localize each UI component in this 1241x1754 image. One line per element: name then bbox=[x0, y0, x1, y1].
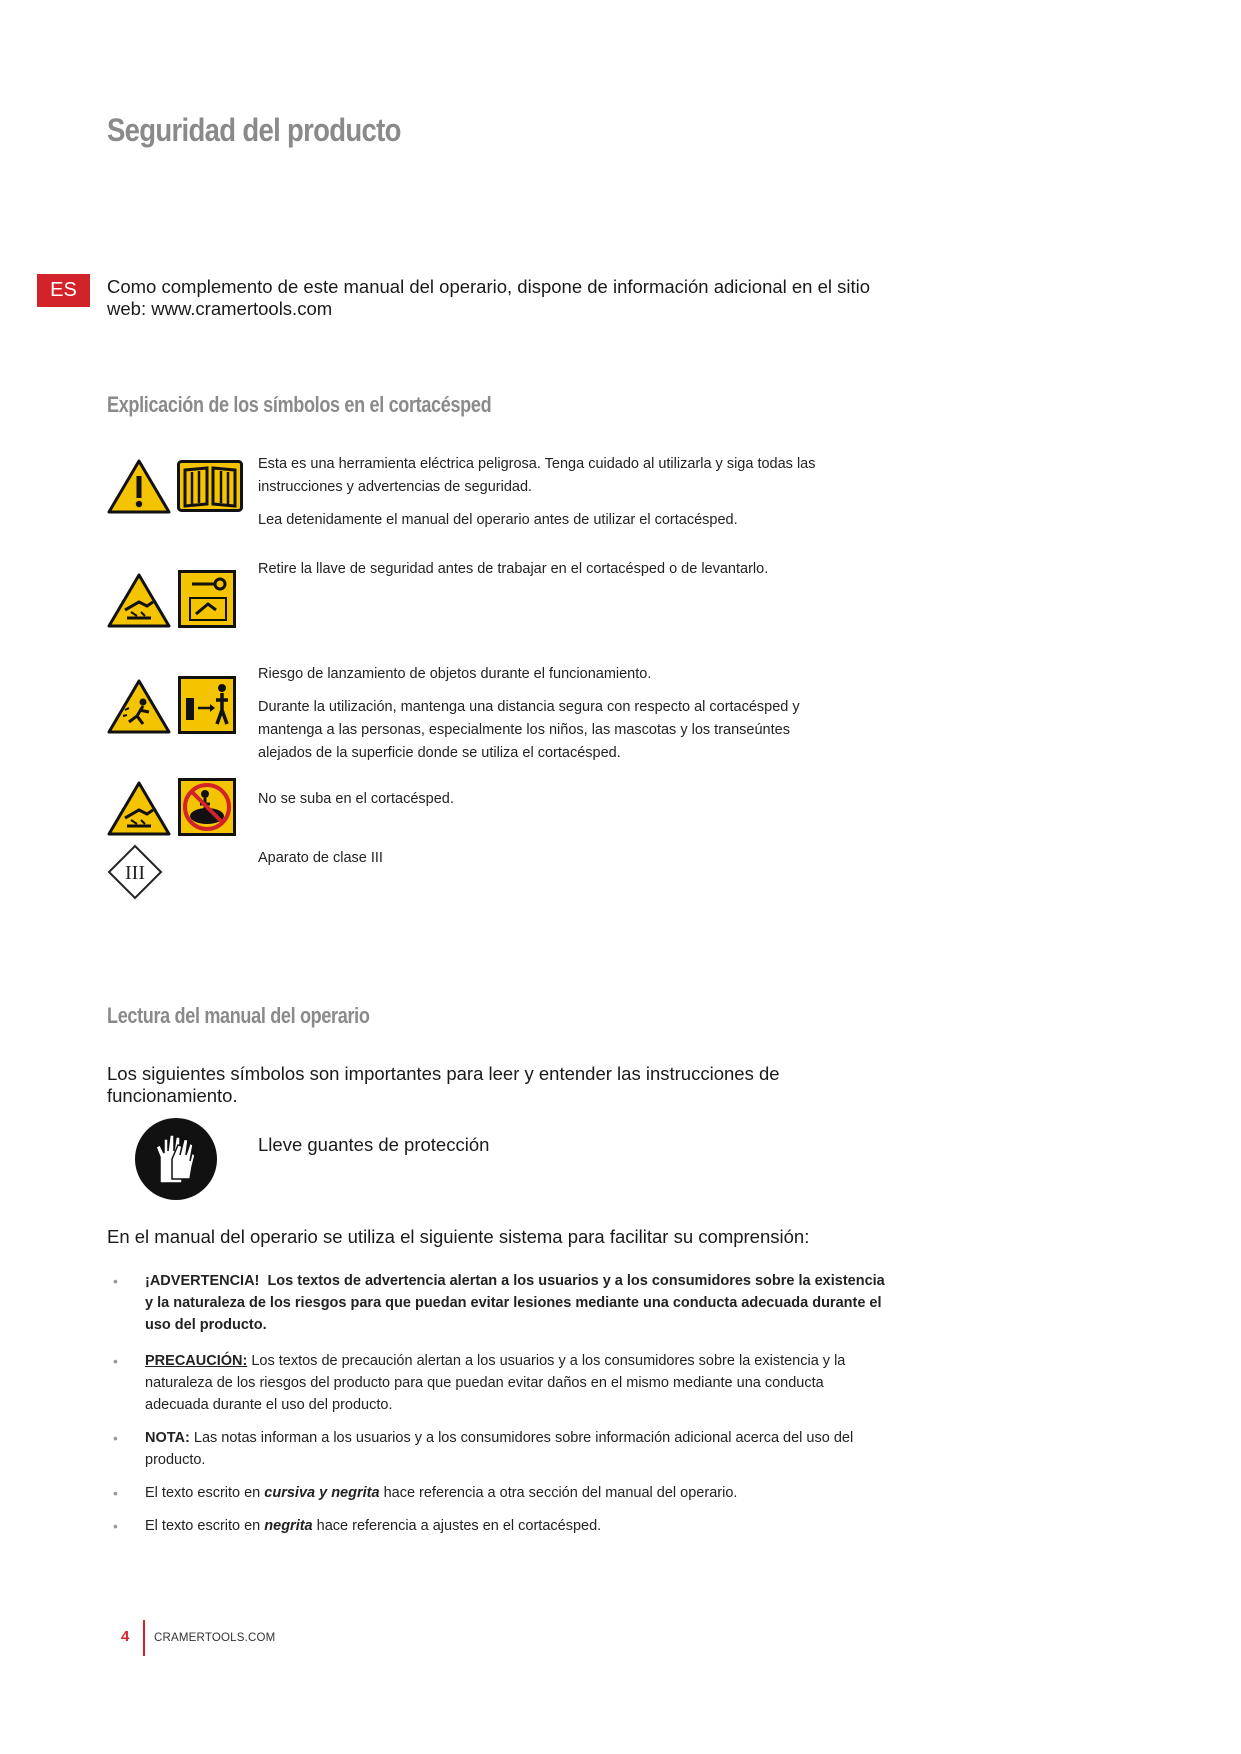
warning-triangle-icon bbox=[107, 458, 171, 514]
bold-post: hace referencia a ajustes en el cortacésped. bbox=[316, 1518, 602, 1534]
no-riding-icon bbox=[178, 778, 236, 836]
svg-text:III: III bbox=[125, 862, 145, 884]
italic-em: cursiva y negrita bbox=[264, 1485, 380, 1501]
blade-hazard-icon bbox=[107, 780, 171, 836]
read-manual-icon bbox=[177, 460, 243, 512]
manual-intro: Los siguientes símbolos son importantes para leer y entender las instrucciones de funcionamiento. bbox=[107, 1063, 780, 1106]
symbol-row-4-line-1: No se suba en el cortacésped. bbox=[258, 791, 454, 807]
warning-text: Los textos de advertencia alertan a los usuarios y a los consumidores sobre la existencia y la naturaleza de los riesgos para que puedan evitar lesiones mediante una conducta adecuada durante el uso del producto. bbox=[145, 1273, 885, 1333]
list-item: • PRECAUCIÓN: Los textos de precaución alertan a los usuarios y a los consumidores sobre la existencia y la naturaleza de los riesgos del producto para que puedan evitar daños en el mismo mediante una conducta adecuada durante el uso del producto. bbox=[113, 1353, 846, 1413]
list-item: • El texto escrito en cursiva y negrita hace referencia a otra sección del manual del operario. bbox=[113, 1485, 738, 1501]
list-item: • NOTA: Las notas informan a los usuarios y a los consumidores sobre información adicional acerca del uso del producto. bbox=[113, 1430, 854, 1468]
convention-list bbox=[107, 1270, 887, 1548]
caution-text: Los textos de precaución alertan a los usuarios y a los consumidores sobre la existencia y la naturaleza de los riesgos del producto para que puedan evitar daños en el mismo mediante una conducta adecuada durante el uso del producto. bbox=[145, 1353, 846, 1413]
gloves-label: Lleve guantes de protección bbox=[258, 1134, 490, 1155]
symbol-row-3-text bbox=[258, 663, 858, 775]
note-text: Las notas informan a los usuarios y a los consumidores sobre información adicional acerca del uso del producto. bbox=[145, 1430, 854, 1468]
thrown-objects-hazard-icon bbox=[107, 678, 171, 734]
footer-site: CRAMERTOOLS.COM bbox=[154, 1632, 276, 1644]
symbol-row-3-line-1: Riesgo de lanzamiento de objetos durante el funcionamiento. bbox=[258, 666, 652, 682]
symbols-heading: Explicación de los símbolos en el cortacésped bbox=[107, 392, 492, 417]
remove-safety-key-icon bbox=[178, 570, 236, 628]
language-badge: ES bbox=[37, 274, 90, 307]
list-item: • El texto escrito en negrita hace referencia a ajustes en el cortacésped. bbox=[113, 1518, 602, 1534]
symbol-row-3-line-2: Durante la utilización, mantenga una distancia segura con respecto al cortacésped y mantenga a las personas, especialmente los niños, las mascotas y los transeúntes alejados de la superficie donde se utiliza el cortacésped. bbox=[258, 699, 800, 761]
manual-heading: Lectura del manual del operario bbox=[107, 1003, 370, 1028]
symbol-row-2-text bbox=[258, 558, 858, 591]
gloves-icon bbox=[134, 1117, 218, 1201]
system-intro: En el manual del operario se utiliza el siguiente sistema para facilitar su comprensión: bbox=[107, 1226, 810, 1247]
page-title: Seguridad del producto bbox=[107, 112, 401, 148]
page-number: 4 bbox=[121, 1628, 130, 1645]
symbol-row-1-text bbox=[258, 453, 858, 542]
intro-text: Como complemento de este manual del operario, dispone de información adicional en el sitio web: www.cramertools.com bbox=[107, 276, 871, 319]
symbol-row-1-line-2: Lea detenidamente el manual del operario antes de utilizar el cortacésped. bbox=[258, 512, 738, 528]
bold-pre: El texto escrito en bbox=[145, 1518, 261, 1534]
bold-em: negrita bbox=[264, 1518, 313, 1534]
keep-distance-icon bbox=[178, 676, 236, 734]
symbol-row-5-text bbox=[258, 847, 858, 880]
footer-divider bbox=[143, 1620, 145, 1656]
symbol-row-4-text bbox=[258, 788, 858, 821]
note-label: NOTA: bbox=[145, 1430, 190, 1446]
symbol-row-2-line-1: Retire la llave de seguridad antes de trabajar en el cortacésped o de levantarlo. bbox=[258, 561, 769, 577]
symbol-row-5-line-1: Aparato de clase III bbox=[258, 850, 383, 866]
italic-pre: El texto escrito en bbox=[145, 1485, 261, 1501]
caution-label: PRECAUCIÓN: bbox=[145, 1353, 248, 1369]
warning-label: ¡ADVERTENCIA! bbox=[145, 1273, 260, 1289]
symbol-row-1-line-1: Esta es una herramienta eléctrica peligrosa. Tenga cuidado al utilizarla y siga todas las instrucciones y advertencias de seguridad. bbox=[258, 456, 816, 495]
italic-post: hace referencia a otra sección del manual del operario. bbox=[383, 1485, 738, 1501]
blade-hazard-icon bbox=[107, 572, 171, 628]
class-iii-icon bbox=[107, 844, 163, 900]
list-item: • ¡ADVERTENCIA! Los textos de advertencia alertan a los usuarios y a los consumidores sobre la existencia y la naturaleza de los riesgos para que puedan evitar lesiones mediante una conducta adecuada durante el uso del producto. bbox=[113, 1273, 885, 1333]
